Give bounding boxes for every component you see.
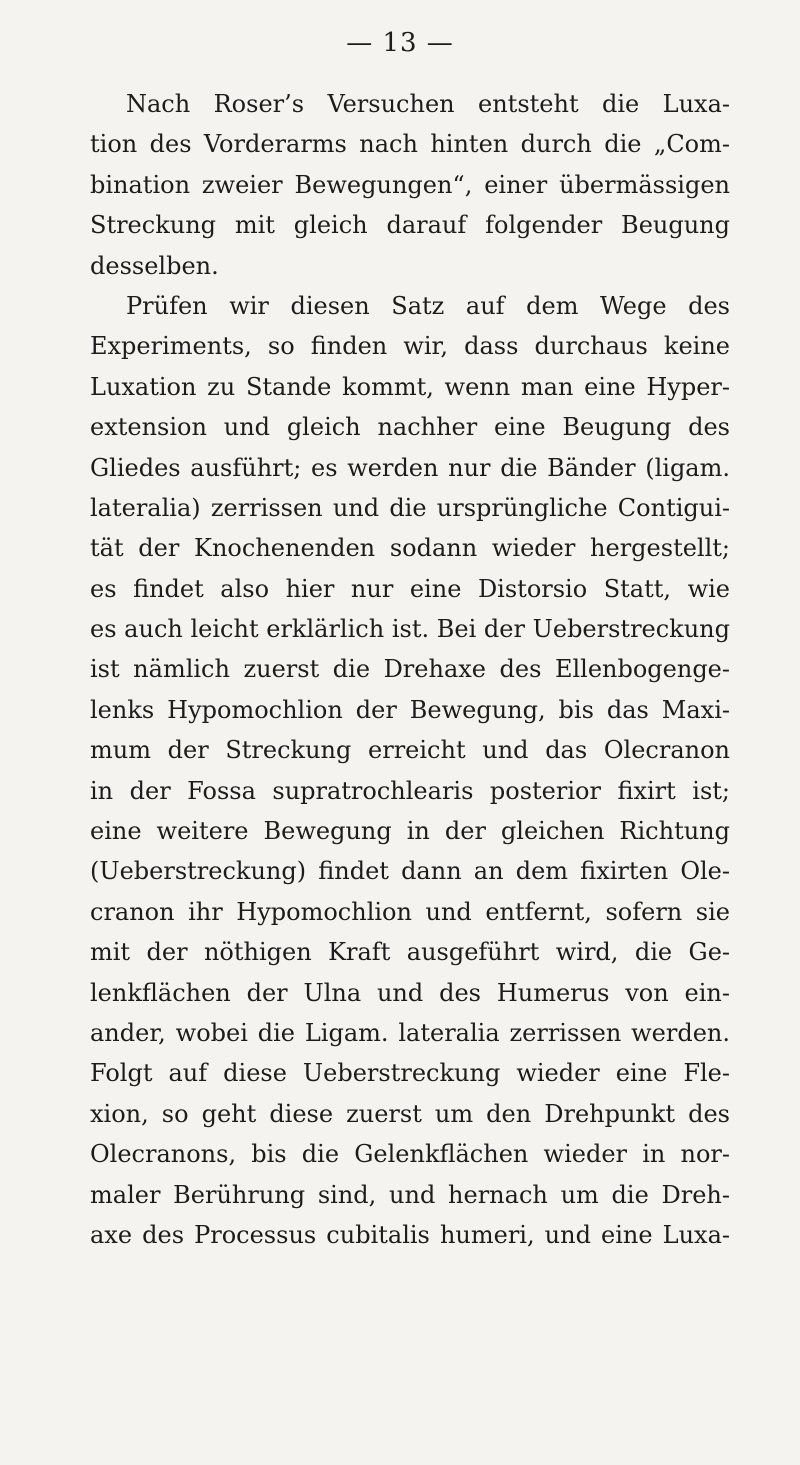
text-line: cranon ihr Hypomochlion und entfernt, sofern sie: [90, 897, 730, 926]
text-line: Luxation zu Stande kommt, wenn man eine Hyper-: [90, 372, 730, 401]
text-line: Gliedes ausführt; es werden nur die Bänder (ligam.: [90, 453, 730, 482]
text-line: lateralia) zerrissen und die ursprüngliche Contigui-: [90, 493, 730, 522]
text-line: mit der nöthigen Kraft ausgeführt wird, die Ge-: [90, 938, 730, 967]
text-line: Experiments, so finden wir, dass durchaus keine: [90, 332, 730, 361]
text-line: tion des Vorderarms nach hinten durch die „Com-: [90, 130, 730, 159]
page-number: — 13 —: [346, 28, 454, 58]
text-line: lenks Hypomochlion der Bewegung, bis das Maxi-: [90, 695, 730, 724]
text-line: xion, so geht diese zuerst um den Drehpunkt des: [90, 1099, 730, 1128]
text-line: ist nämlich zuerst die Drehaxe des Ellenbogenge-: [90, 655, 730, 684]
text-line: maler Berührung sind, und hernach um die Dreh-: [90, 1180, 730, 1209]
text-line: lenkflächen der Ulna und des Humerus von ein-: [90, 978, 730, 1007]
text-line: Folgt auf diese Ueberstreckung wieder eine Fle-: [90, 1059, 730, 1088]
text-line: mum der Streckung erreicht und das Olecranon: [90, 736, 730, 765]
text-line: eine weitere Bewegung in der gleichen Richtung: [90, 817, 730, 846]
text-line: in der Fossa supratrochlearis posterior fixirt ist;: [90, 776, 730, 805]
text-line: extension und gleich nachher eine Beugung des: [90, 413, 730, 442]
text-line: desselben.: [90, 251, 219, 280]
text-line: Olecranons, bis die Gelenkflächen wieder in nor-: [90, 1140, 730, 1169]
text-line: es findet also hier nur eine Distorsio Statt, wie: [90, 574, 730, 603]
text-line: axe des Processus cubitalis humeri, und eine Luxa-: [90, 1220, 730, 1249]
text-line: ander, wobei die Ligam. lateralia zerrissen werden.: [90, 1018, 730, 1047]
text-line: Prüfen wir diesen Satz auf dem Wege des: [126, 291, 730, 320]
text-line: es auch leicht erklärlich ist. Bei der Ueberstreckung: [90, 615, 730, 644]
text-line: (Ueberstreckung) findet dann an dem fixirten Ole-: [90, 857, 730, 886]
text-line: bination zweier Bewegungen“, einer übermässigen: [90, 170, 730, 199]
body-text: [90, 84, 730, 1255]
text-line: Nach Roser’s Versuchen entsteht die Luxa-: [126, 90, 730, 118]
text-line: tät der Knochenenden sodann wieder hergestellt;: [90, 534, 730, 563]
text-line: Streckung mit gleich darauf folgender Beugung: [90, 211, 730, 240]
